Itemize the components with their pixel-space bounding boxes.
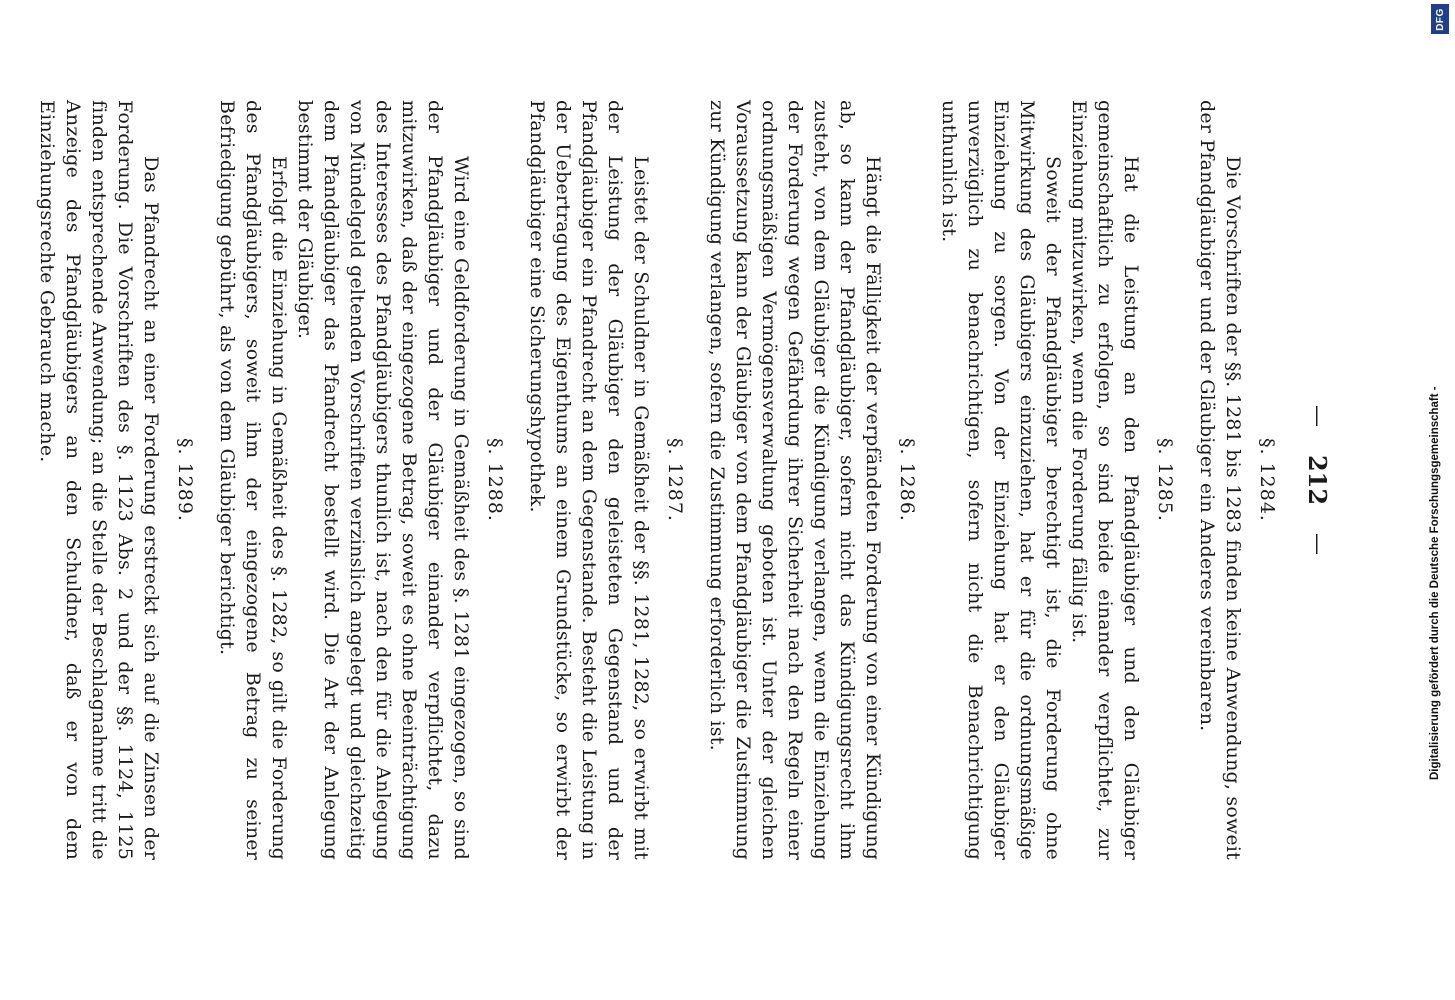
page-header — [1296, 100, 1340, 860]
credit-text: Digitalisierung gefördert durch die Deutsche Forschungsgemeinschaft - — [1429, 386, 1441, 780]
section-1287 — [524, 100, 686, 860]
section-1284 — [1194, 100, 1278, 860]
section-paragraph: Leistet der Schuldner in Gemäßheit der §§. 1281, 1282, so erwirbt mit der Leistung der Gläubiger den geleisteten Gegenstand und der Pfandgläubiger ein Pfandrecht an dem Gegenstande. Besteht die Leistung in der Uebertragung des Eigenthums an einem Grundstücke, so erwirbt der Pfandgläubiger eine Sicherungshypothek. — [526, 100, 652, 860]
section-paragraph: Erfolgt die Einziehung in Gemäßheit des §. 1282, so gilt die Forderung des Pfandgläubigers, soweit ihm der eingezogene Betrag zu seiner Befriedigung gebührt, als von dem Gläubiger berichtigt. — [216, 100, 290, 860]
section-paragraph: Hängt die Fälligkeit der verpfändeten Forderung von einer Kündigung ab, so kann der Pfandgläubiger, sofern nicht das Kündigungsrecht ihm zusteht, von dem Gläubiger die Kündigung verlangen, wenn die Einziehung der Forderung wegen Gefährdung ihrer Sicherheit nach den Regeln einer ordnungsmäßigen Vermögensverwaltung geboten ist. Unter der gleichen Voraussetzung kann der Gläubiger von dem Pfandgläubiger die Zustimmung zur Kündigung verlangen, sofern die Zustimmung erforderlich ist. — [706, 100, 884, 860]
rotated-page — [36, 0, 1400, 1000]
section-paragraph: Die Vorschriften der §§. 1281 bis 1283 finden keine Anwendung, soweit der Pfandgläubiger und der Gläubiger ein Anderes vereinbaren. — [1196, 100, 1244, 860]
section-title: §. 1288. — [484, 438, 506, 522]
page-number: 212 — [1303, 454, 1333, 506]
header-dash-right: — — [1305, 533, 1331, 556]
digitization-credit — [1429, 0, 1453, 1000]
section-title: §. 1286. — [896, 438, 918, 522]
section-paragraph: Soweit der Pfandgläubiger berechtigt ist, die Forderung ohne Mitwirkung des Gläubigers einzuziehen, hat er für die ordnungsmäßige Einziehung zu sorgen. Von der Einziehung hat er den Gläubiger unverzüglich zu benachrichtigen, sofern nicht die Benachrichtigung unthunlich ist. — [938, 100, 1064, 860]
section-paragraph: Hat die Leistung an den Pfandgläubiger und den Gläubiger gemeinschaftlich zu erfolgen, so sind beide einander verpflichtet, zur Einziehung mitzuwirken, wenn die Forderung fällig ist. — [1068, 100, 1142, 860]
section-1288 — [214, 100, 506, 860]
section-title: §. 1284. — [1256, 438, 1278, 522]
section-paragraph: Wird eine Geldforderung in Gemäßheit des §. 1281 eingezogen, so sind der Pfandgläubiger und der Gläubiger einander verpflichtet, dazu mitzuwirken, daß der eingezogene Betrag, soweit es ohne Beeinträchtigung des Interesses des Pfandgläubigers thunlich ist, nach den für die Anlegung von Mündelgeld geltenden Vorschriften verzinslich angelegt und gleichzeitig dem Pfandgläubiger das Pfandrecht bestellt wird. Die Art der Anlegung bestimmt der Gläubiger. — [294, 100, 472, 860]
section-1285 — [936, 100, 1176, 860]
section-paragraph: Das Pfandrecht an einer Forderung erstreckt sich auf die Zinsen der Forderung. Die Vorschriften des §. 1123 Abs. 2 und der §§. 1124, 1125 finden entsprechende Anwendung; an die Stelle der Beschlagnahme tritt die Anzeige des Pfandgläubigers an den Schuldner, daß er von dem Einziehungsrechte Gebrauch mache. — [36, 100, 162, 860]
section-title: §. 1285. — [1154, 438, 1176, 522]
section-title: §. 1289. — [174, 438, 196, 522]
section-1286 — [704, 100, 918, 860]
dfg-logo-text: DFG — [1434, 7, 1446, 31]
section-title: §. 1287. — [664, 438, 686, 522]
header-dash-left: — — [1305, 404, 1331, 427]
section-1289 — [34, 100, 196, 860]
